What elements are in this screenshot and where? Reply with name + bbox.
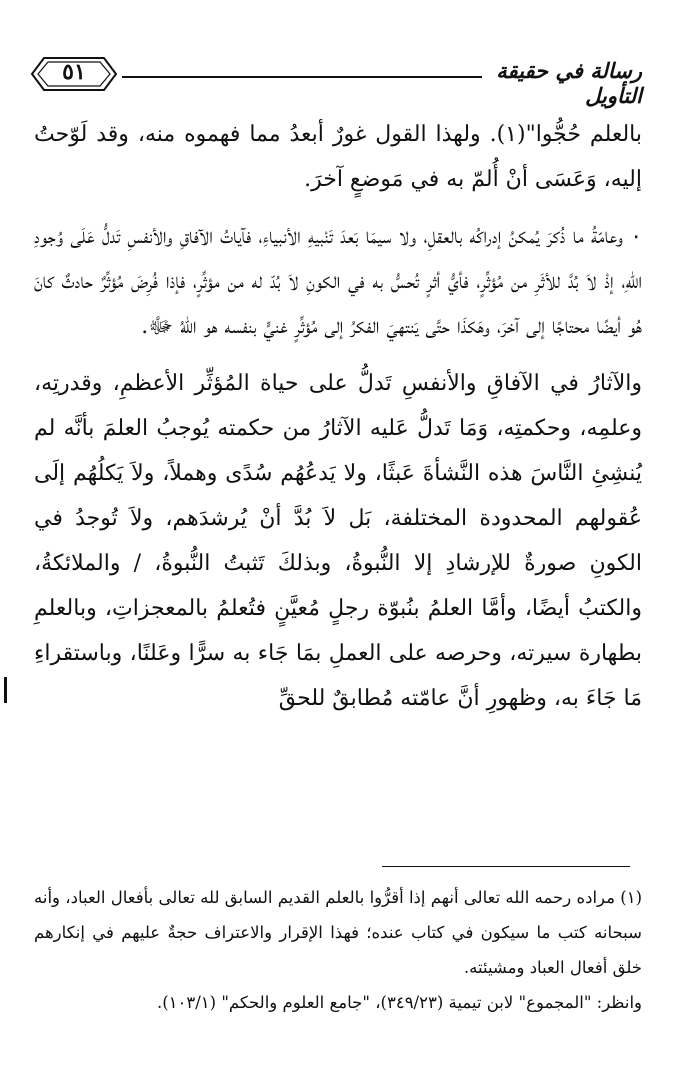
main-text [34,112,642,721]
paragraph: والآثارُ في الآفاقِ والأنفسِ تَدلُّ على حياة المُؤثِّر الأعظمِ، وقدرتِه، وعلمِه، وحكمتِه، وَمَا تَدلُّ عَليه الآثارُ من حكمته يُوجبُ العلمَ بأنَّه لم يُنشِئِ النَّاسَ هذه النَّشأةَ عَبثًا، ولا يَدعُهُم سُدًى وهملاً، ولاَ يَكلُهُم إلَى عُقولهم المحدودة المختلفة، بَل لاَ بُدَّ أنْ يُرشدَهم، ولاَ تُوجدُ في الكونِ صورةٌ للإرشادِ إلا النُّبوةُ، وبذلكَ تَثبتُ النُّبوةُ، / والملائكةُ، والكتبُ أيضًا، وأمَّا العلمُ بنُبوّة رجلٍ مُعيَّنٍ فتُعلمُ بالمعجزاتِ، وبالعلمِ بطهارة سيرته، وحرصه على العملِ بمَا جَاء به سرًّا وعَلنًا، وباستقراءِ مَا جَاءَ به، وظهورِ أنَّ عامّته مُطابقٌ للحقِّ [34,371,642,711]
paragraph: بالعلم حُجُّوا"(١). ولهذا القول غورٌ أبعدُ مما فهموه منه، وقد لَوّحتُ إليه، وَعَسَى أنْ أُلمّ به في مَوضعٍ آخرَ. [34,122,642,192]
header-rule [122,76,482,78]
footnote-line: وانظر: "المجموع" لابن تيمية (٣٤٩/٢٣)، "جامع العلوم والحكم" (١٠٣/١). [156,993,642,1012]
page-number: ٥١ [62,59,86,85]
page-header [30,52,642,108]
page-number-frame [30,56,118,92]
footnotes [34,880,642,1020]
footnote-line: (١) مراده رحمه الله تعالى أنهم إذا أقرُّوا بالعلم القديم السابق لله تعالى بأفعال العباد، وأنه سبحانه كتب ما سيكون في كتاب عنده؛ فهذا الإقرار والاعتراف حجةٌ عليهم في إنكارهم خلق أفعال العباد ومشيئته. [34,888,642,977]
running-title: رسالة في حقيقة التأويل [496,58,642,108]
paragraph: ٠ وعامّةُ ما ذُكرَ يُمكنُ إدراكُه بالعقلِ، ولا سيمَا بَعدَ تَنْبيهِ الأنبياءِ، فآياتُ الآفاقِ والأنفسِ تَدلُّ عَلَى وُجودِ اللهِ، إذْ لاَ بُدَّ للأثَرِ من مُؤثِّرٍ، فأيُّ أثرٍ تُحسُّ به في الكونِ لاَ بُدّ له من مؤثِّرٍ، فإذا فُرِضَ مُؤثِّرٌ حادثٌ كانَ هُو أيضًا محتاجًا إلى آخرَ، وهَكذَا حتَّى يَنتهيَ الفكرُ إلى مُؤثِّرٍ غنيٍّ بنفسه هو اللهُ ﷻ. [34,224,643,339]
margin-mark [4,677,7,703]
footnote-separator [382,866,630,867]
